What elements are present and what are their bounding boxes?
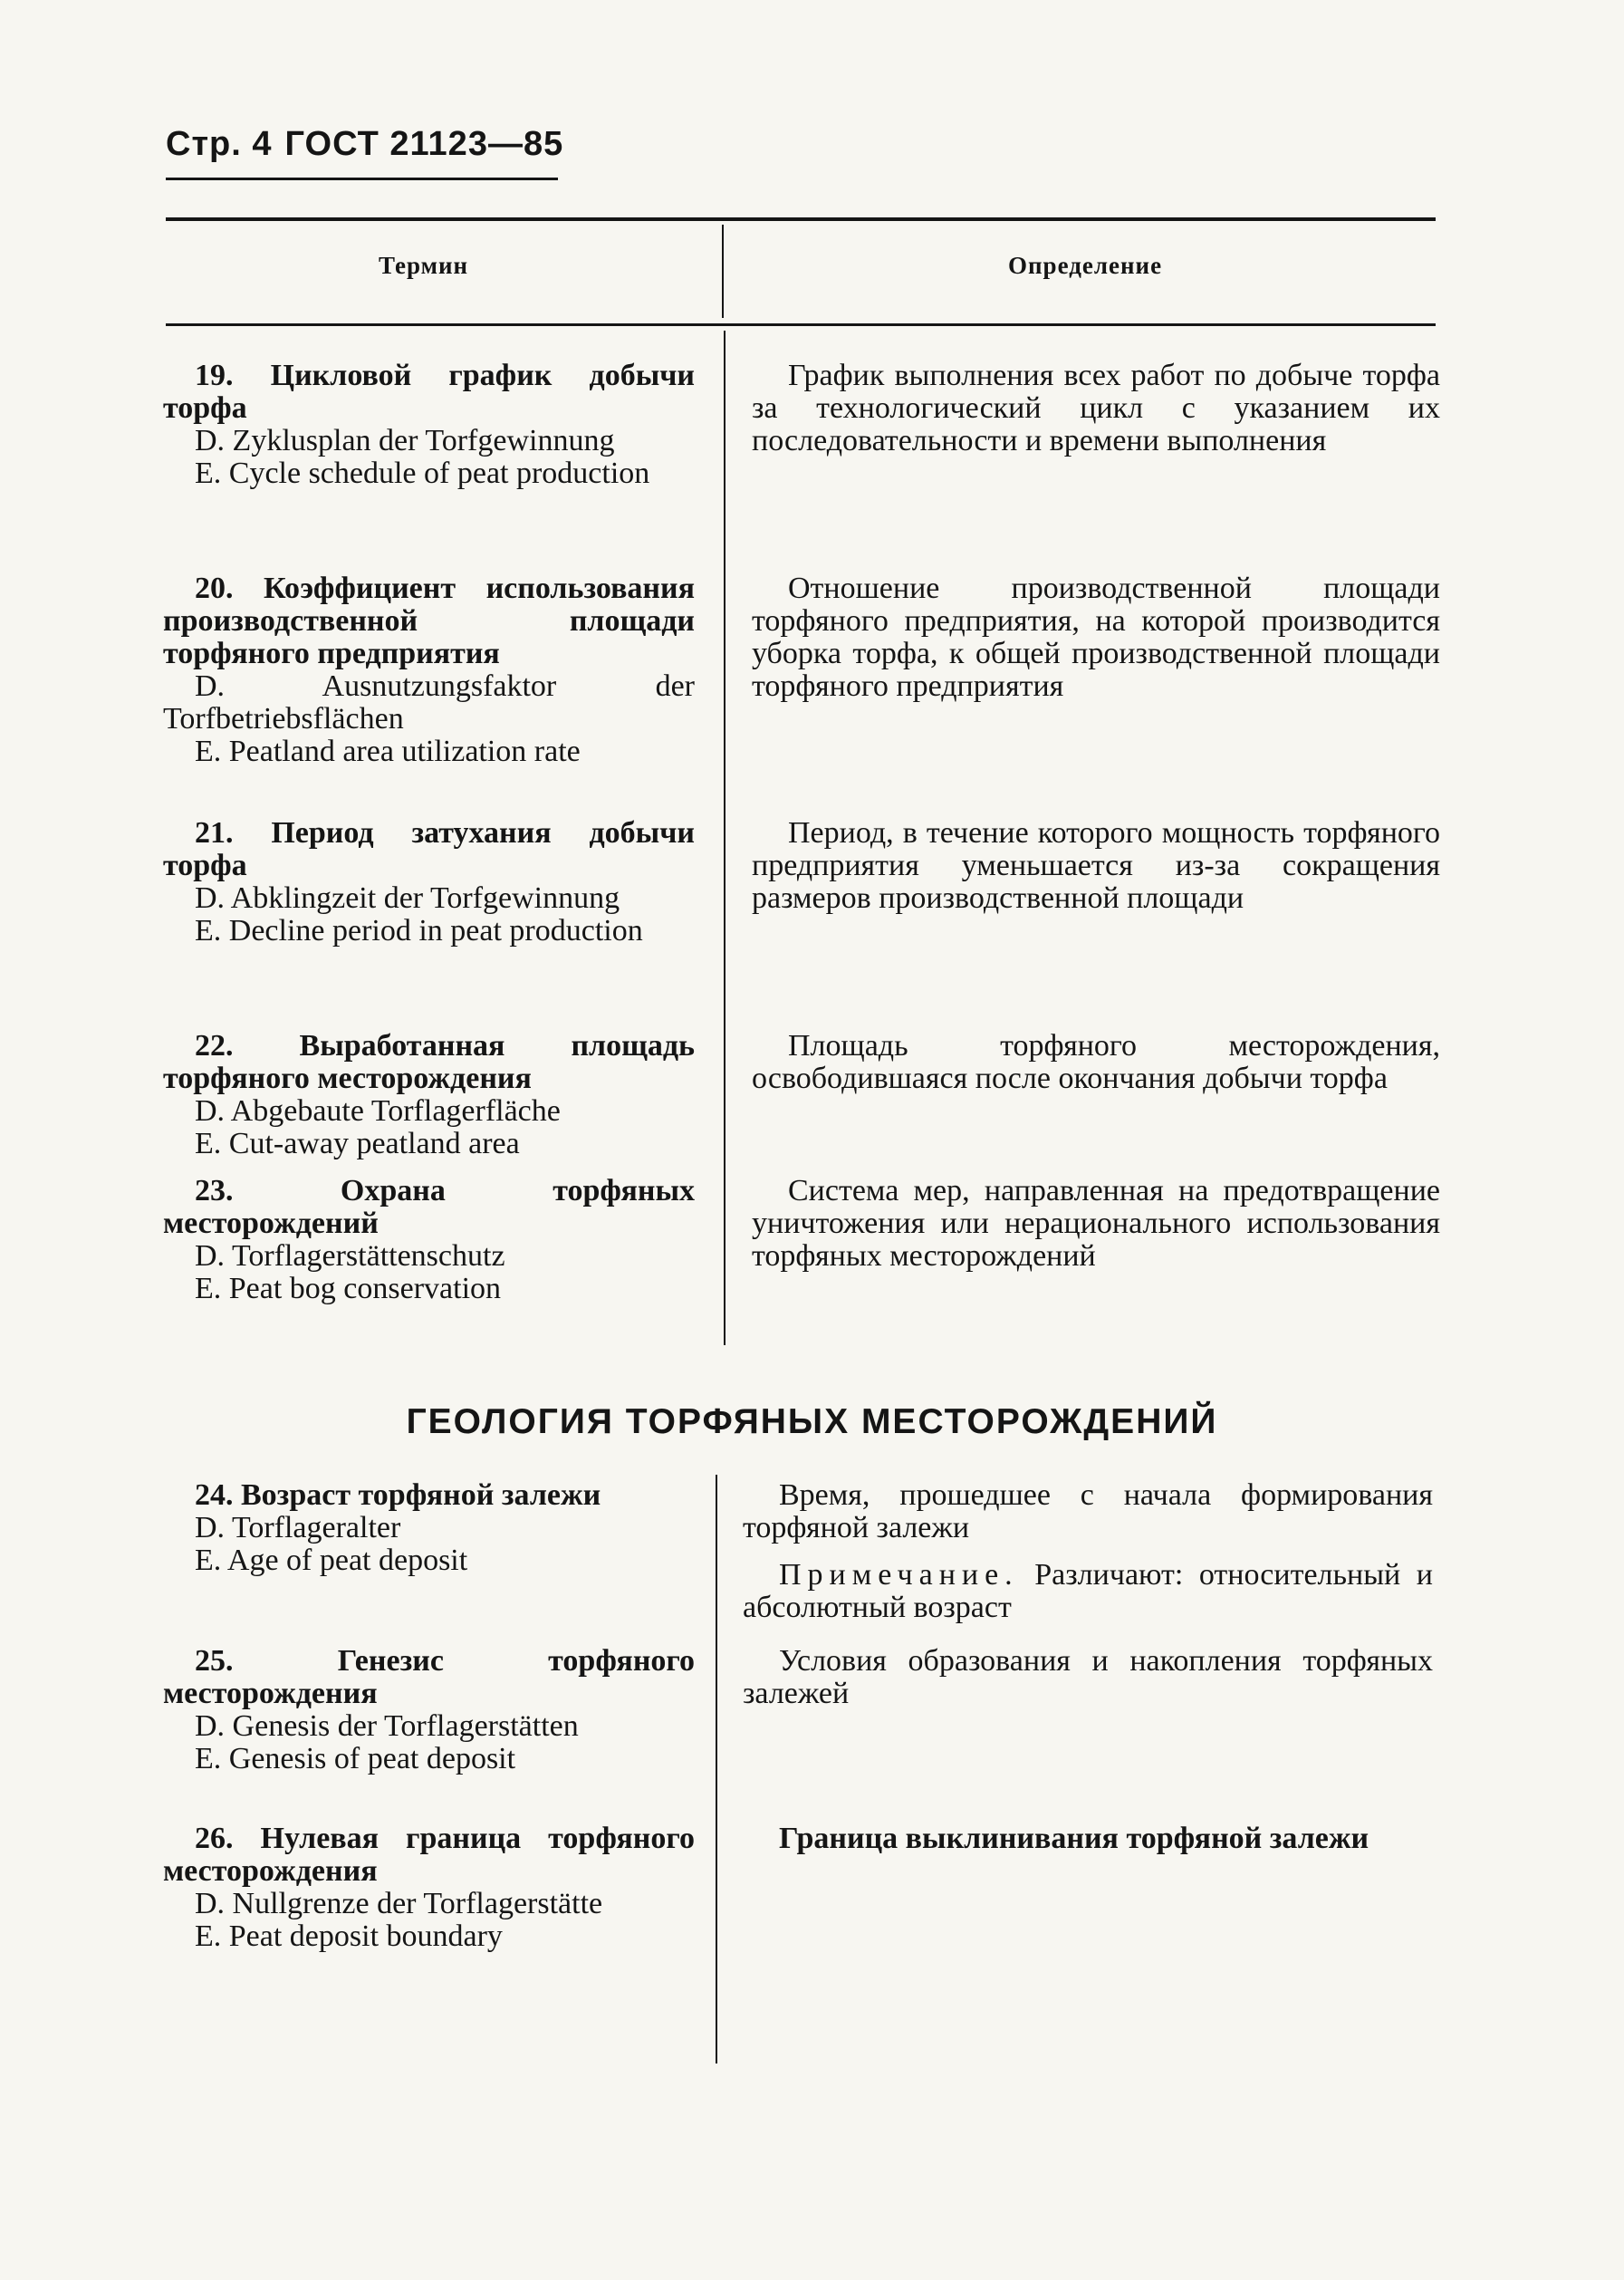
term-26-german: D. Nullgrenze der Torflagerstätte	[195, 1887, 603, 1920]
term-23-english: E. Peat bog conservation	[195, 1272, 502, 1305]
definition-19: График выполнения всех работ по добыче торфа за технологический цикл с указанием их последовательности и времени выполнения	[752, 359, 1440, 457]
header-column-divider	[722, 225, 724, 318]
definition-24-text: Время, прошедшее с начала формирования торфяной залежи	[743, 1478, 1433, 1544]
term-25-title: Генезис торфяного месторождения	[163, 1644, 695, 1710]
term-22-english: E. Cut-away peatland area	[195, 1127, 520, 1160]
note-text: Различают: относительный и абсолютный возраст	[743, 1558, 1433, 1624]
definition-21: Период, в течение которого мощность торфяного предприятия уменьшается из-за сокращения размеров производственной площади	[752, 816, 1440, 915]
term-19: 19. Цикловой график добычи торфа D. Zyklusplan der Torfgewinnung E. Cycle schedule of peat production	[163, 359, 696, 490]
term-20-title: Коэффициент использования производственной площади торфяного предприятия	[163, 572, 695, 670]
term-26: 26. Нулевая граница торфяного месторождения D. Nullgrenze der Torflagerstätte E. Peat deposit boundary	[163, 1822, 695, 1953]
note-label: Примечание.	[779, 1558, 1019, 1592]
term-21: 21. Период затухания добычи торфа D. Abklingzeit der Torfgewinnung E. Decline period in peat production	[163, 816, 695, 948]
term-21-english: E. Decline period in peat production	[195, 914, 643, 948]
term-26-title: Нулевая граница торфяного месторождения	[163, 1822, 695, 1888]
term-19-english: E. Cycle schedule of peat production	[195, 457, 650, 490]
term-20-english: E. Peatland area utilization rate	[195, 735, 581, 768]
table-column-divider-top	[724, 331, 726, 1345]
term-24-title: Возраст торфяной залежи	[241, 1478, 601, 1512]
term-24-german: D. Torflageralter	[195, 1511, 401, 1544]
term-22: 22. Выработанная площадь торфяного месторождения D. Abgebaute Torflagerfläche E. Cut-away peatland area	[163, 1029, 695, 1160]
definition-26: Граница выклинивания торфяной залежи	[779, 1822, 1369, 1855]
page-label: Стр. 4	[166, 125, 273, 163]
definition-23: Система мер, направленная на предотвращение уничтожения или нерационального использования торфяных месторождений	[752, 1174, 1440, 1273]
term-21-german: D. Abklingzeit der Torfgewinnung	[195, 881, 620, 915]
term-24: 24. Возраст торфяной залежи D. Torflageralter E. Age of peat deposit	[163, 1479, 695, 1577]
term-26-english: E. Peat deposit boundary	[195, 1919, 503, 1953]
term-20: 20. Коэффициент использования производственной площади торфяного предприятия D. Ausnutzungsfaktor der Torfbetriebsflächen E. Peatland area utilization rate	[163, 572, 695, 768]
term-21-title: Период затухания добычи торфа	[163, 816, 695, 882]
running-head	[166, 125, 563, 164]
standard-number: ГОСТ 21123—85	[284, 125, 564, 163]
term-22-german: D. Abgebaute Torflagerfläche	[195, 1094, 561, 1128]
table-header-bottom-rule	[166, 323, 1436, 326]
definition-24	[743, 1479, 1433, 1624]
term-25: 25. Генезис торфяного месторождения D. Genesis der Torflagerstätten E. Genesis of peat deposit	[163, 1644, 695, 1775]
definition-25: Условия образования и накопления торфяных залежей	[743, 1644, 1433, 1710]
definition-22: Площадь торфяного месторождения, освободившаяся после окончания добычи торфа	[752, 1029, 1440, 1095]
table-column-divider-bottom	[716, 1475, 717, 2064]
definition-24-note	[743, 1559, 1433, 1624]
running-head-underline	[166, 178, 558, 180]
column-header-definition: Определение	[1008, 252, 1163, 279]
term-25-english: E. Genesis of peat deposit	[195, 1742, 516, 1775]
term-25-german: D. Genesis der Torflagerstätten	[195, 1709, 579, 1743]
section-title: ГЕОЛОГИЯ ТОРФЯНЫХ МЕСТОРОЖДЕНИЙ	[406, 1402, 1218, 1441]
column-header-terms: Термин	[379, 252, 469, 279]
term-24-english: E. Age of peat deposit	[195, 1544, 468, 1577]
term-20-german: D. Ausnutzungsfaktor der Torfbetriebsflächen	[163, 669, 695, 736]
definition-20: Отношение производственной площади торфяного предприятия, на которой производится уборка торфа, к общей производственной площади торфяного предприятия	[752, 572, 1440, 703]
term-22-title: Выработанная площадь торфяного месторождения	[163, 1029, 695, 1095]
table-top-rule	[166, 217, 1436, 221]
term-23-title: Охрана торфяных месторождений	[163, 1174, 695, 1240]
term-23: 23. Охрана торфяных месторождений D. Torflagerstättenschutz E. Peat bog conservation	[163, 1174, 695, 1305]
term-19-german: D. Zyklusplan der Torfgewinnung	[195, 424, 615, 457]
term-23-german: D. Torflagerstättenschutz	[195, 1239, 505, 1273]
term-19-title: Цикловой график добычи торфа	[163, 359, 696, 425]
